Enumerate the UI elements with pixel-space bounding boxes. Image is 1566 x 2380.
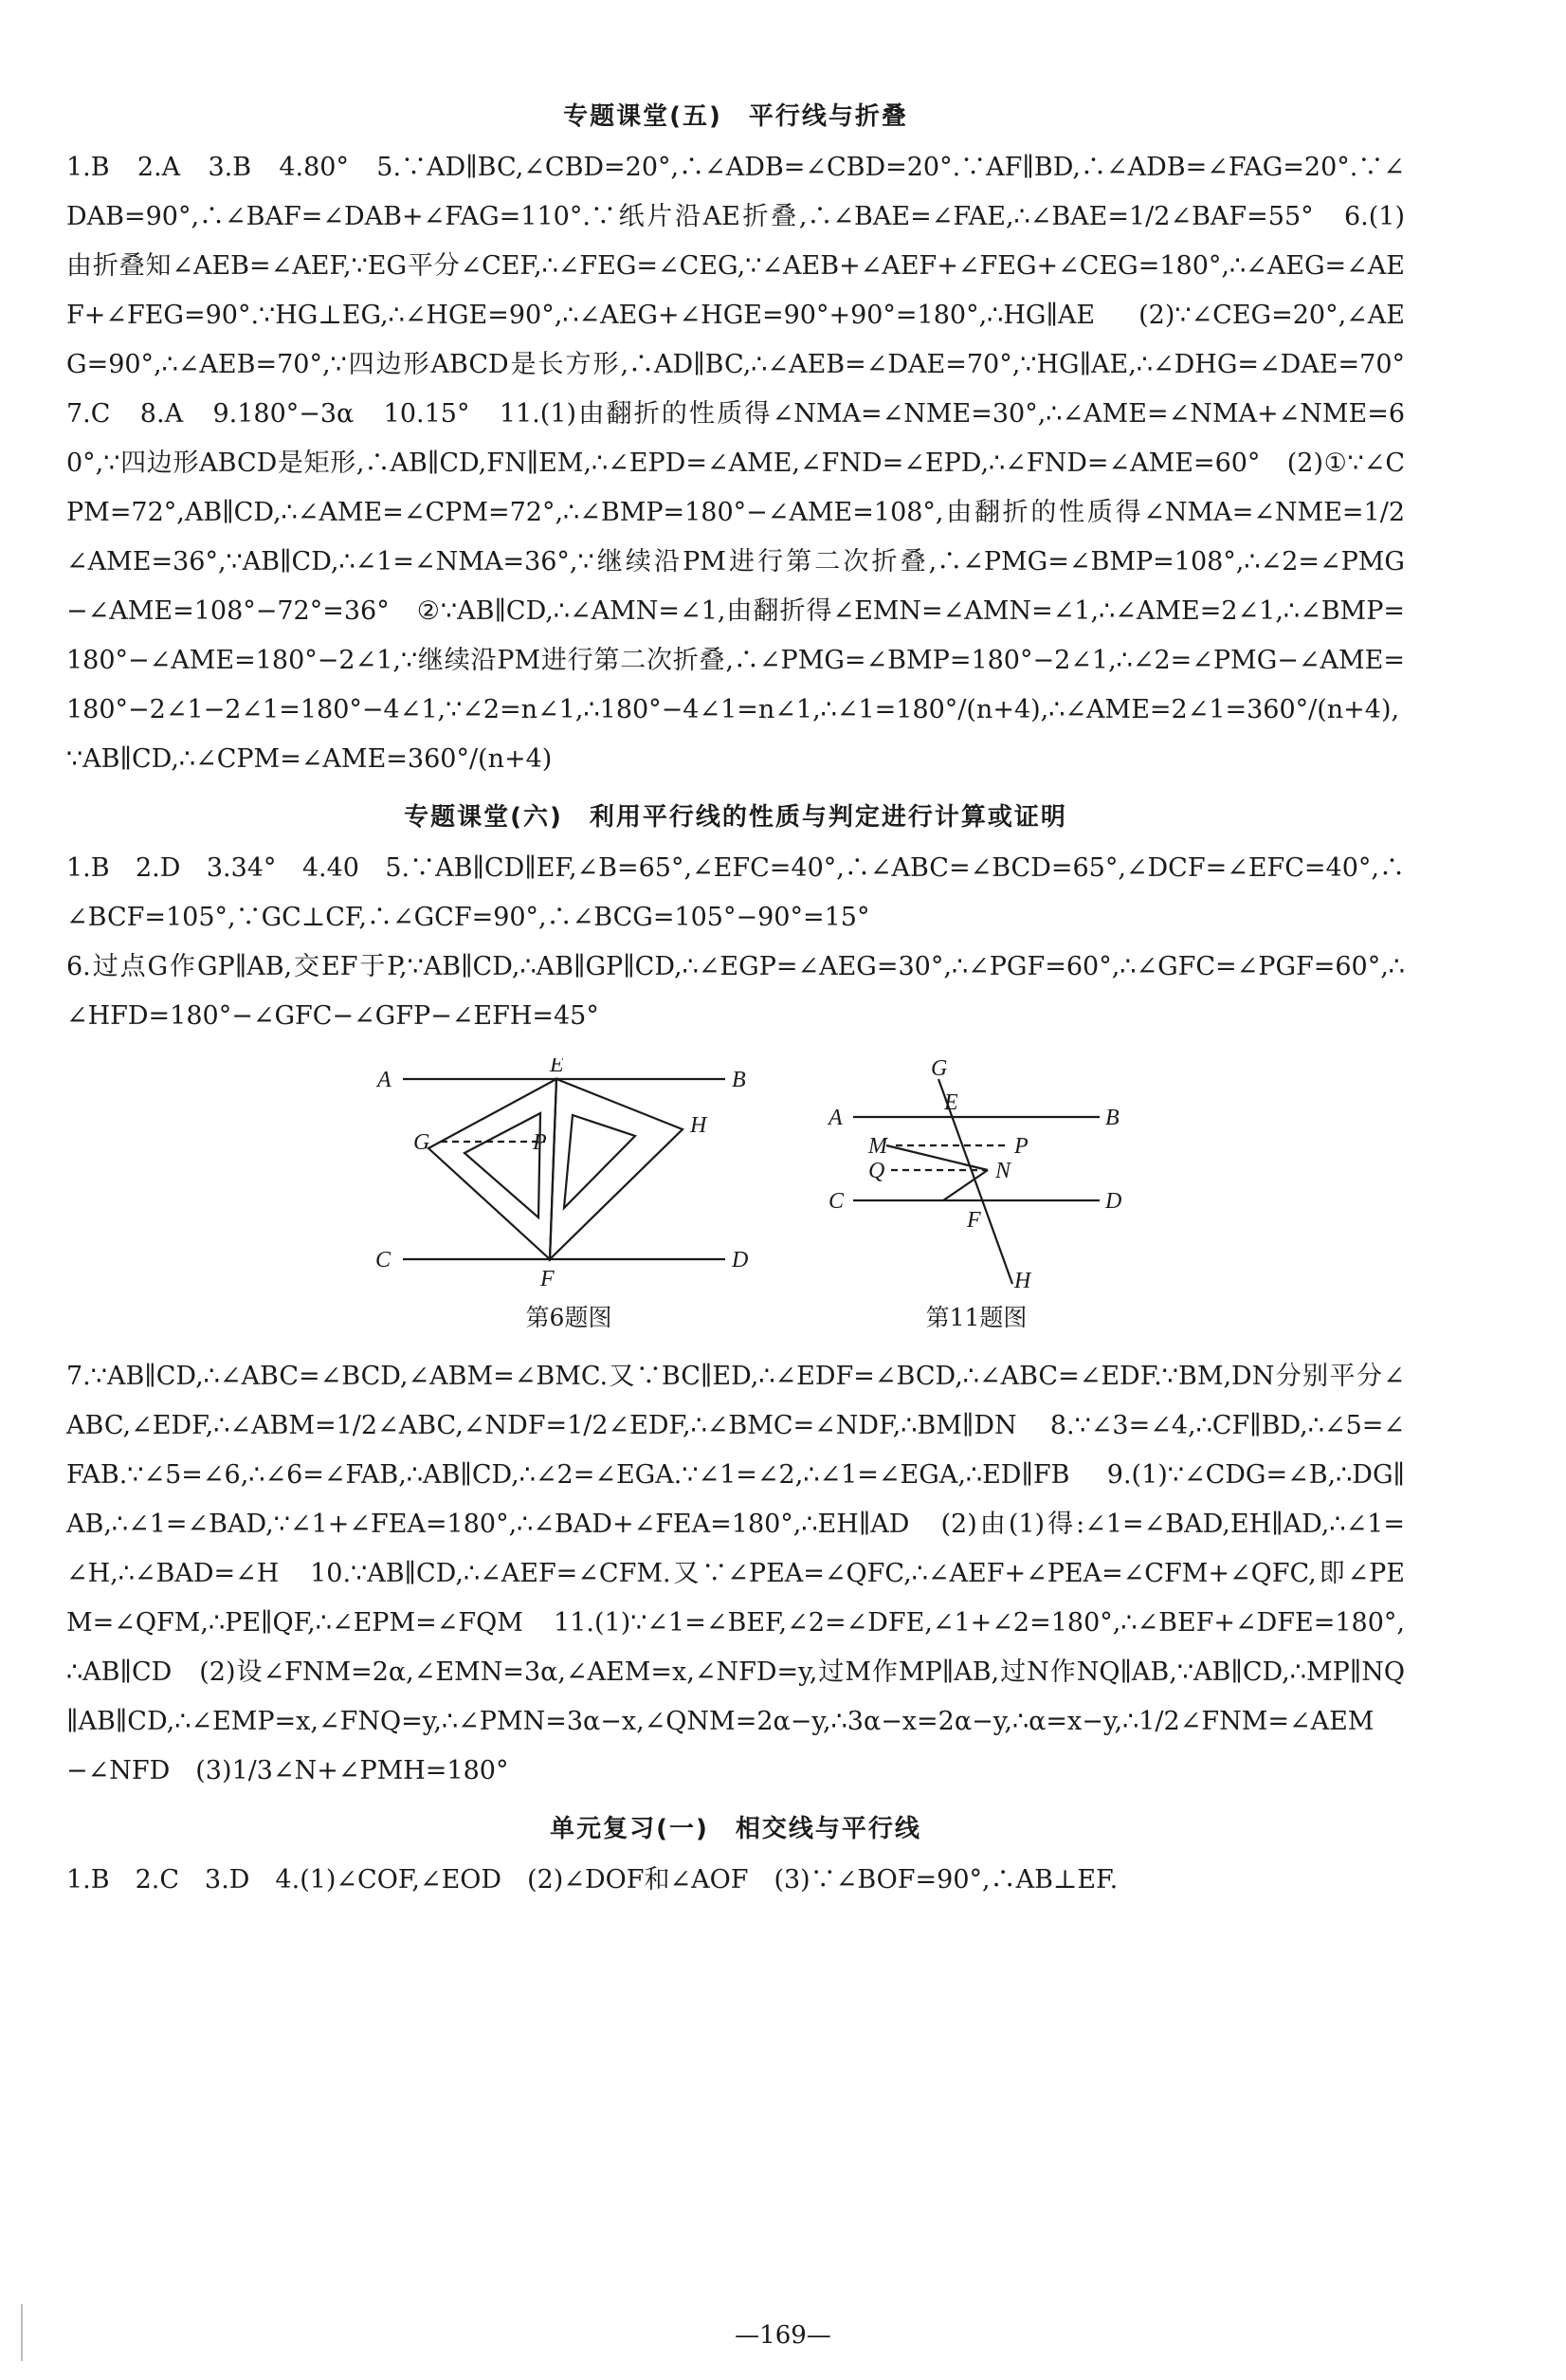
label-g: G bbox=[931, 1058, 948, 1081]
label-q: Q bbox=[868, 1159, 885, 1183]
set-square-outer bbox=[428, 1079, 556, 1259]
figure-6-diagram bbox=[370, 1058, 768, 1295]
set-square-2-outer bbox=[550, 1079, 683, 1259]
label-a: A bbox=[829, 1106, 843, 1130]
label-p: P bbox=[1014, 1134, 1029, 1159]
figure-11-diagram bbox=[815, 1058, 1138, 1295]
figure-11 bbox=[815, 1058, 1138, 1333]
label-m: M bbox=[868, 1134, 887, 1159]
label-e: E bbox=[944, 1090, 958, 1115]
label-c: C bbox=[375, 1248, 392, 1272]
page-content bbox=[66, 87, 1430, 1905]
label-n: N bbox=[995, 1159, 1011, 1183]
label-b: B bbox=[732, 1068, 746, 1092]
unit-review-answers: 1.B 2.C 3.D 4.(1)∠COF,∠EOD (2)∠DOF和∠AOF (3)∵∠BOF=90°,∴AB⊥EF. bbox=[66, 1865, 1119, 1895]
label-g: G bbox=[413, 1130, 430, 1155]
unit-review-title: 单元复习(一) 相交线与平行线 bbox=[550, 1815, 921, 1843]
line-mn bbox=[886, 1145, 988, 1170]
label-h: H bbox=[1014, 1269, 1031, 1293]
section-6-answer-6: 6.过点G作GP∥AB,交EF于P,∵AB∥CD,∴AB∥GP∥CD,∴∠EGP=∠AEG=30°,∴∠PGF=60°,∴∠GFC=∠PGF=60°,∴∠HFD=180°−∠GFC−∠GFP−∠EFH=45° bbox=[66, 952, 1405, 1031]
label-c: C bbox=[829, 1189, 845, 1214]
section-title-5: 专题课堂(五) 平行线与折叠 bbox=[563, 102, 908, 131]
label-a: A bbox=[377, 1068, 392, 1092]
section-6-answers-1-5: 1.B 2.D 3.34° 4.40 5.∵AB∥CD∥EF,∠B=65°,∠EFC=40°,∴∠ABC=∠BCD=65°,∠DCF=∠EFC=40°,∴∠BCF=105°,∵GC⊥CF,∴∠GCF=90°,∴∠BCG=105°−90°=15° bbox=[66, 853, 1405, 932]
set-square-2-inner bbox=[564, 1115, 635, 1208]
label-b: B bbox=[1105, 1106, 1120, 1130]
section-5-answers: 1.B 2.A 3.B 4.80° 5.∵AD∥BC,∠CBD=20°,∴∠ADB=∠CBD=20°.∵AF∥BD,∴∠ADB=∠FAG=20°.∵∠DAB=90°,∴∠BAF=∠DAB+∠FAG=110°.∵纸片沿AE折叠,∴∠BAE=∠FAE,∴∠BAE=1/2∠BAF=55° 6.(1)由折叠知∠AEB=∠AEF,∵EG平分∠CEF,∴∠FEG=∠CEG,∵∠AEB+∠AEF+∠FEG+∠CEG=180°,∴∠AEG=∠AEF+∠FEG=90°.∵HG⊥EG,∴∠HGE=90°,∴∠AEG+∠HGE=90°+90°=180°,∴HG∥AE (2)∵∠CEG=20°,∠AEG=90°,∴∠AEB=70°,∵四边形ABCD是长方形,∴AD∥BC,∴∠AEB=∠DAE=70°,∵HG∥AE,∴∠DHG=∠DAE=70° 7.C 8.A 9.180°−3α 10.15° 11.(1)由翻折的性质得∠NMA=∠NME=30°,∴∠AME=∠NMA+∠NME=60°,∵四边形ABCD是矩形,∴AB∥CD,FN∥EM,∴∠EPD=∠AME,∠FND=∠EPD,∴∠FND=∠AME=60° (2)①∵∠CPM=72°,AB∥CD,∴∠AME=∠CPM=72°,∴∠BMP=180°−∠AME=108°,由翻折的性质得∠NMA=∠NME=1/2∠AME=36°,∵AB∥CD,∴∠1=∠NMA=36°,∵继续沿PM进行第二次折叠,∴∠PMG=∠BMP=108°,∴∠2=∠PMG−∠AME=108°−72°=36° ②∵AB∥CD,∴∠AMN=∠1,由翻折得∠EMN=∠AMN=∠1,∴∠AME=2∠1,∴∠BMP=180°−∠AME=180°−2∠1,∵继续沿PM进行第二次折叠,∴∠PMG=∠BMP=180°−2∠1,∴∠2=∠PMG−∠AME=180°−2∠1−2∠1=180°−4∠1,∵∠2=n∠1,∴180°−4∠1=n∠1,∴∠1=180°/(n+4),∴∠AME=2∠1=360°/(n+4),∵AB∥CD,∴∠CPM=∠AME=360°/(n+4) bbox=[66, 153, 1430, 774]
section-title-6: 专题课堂(六) 利用平行线的性质与判定进行计算或证明 bbox=[404, 803, 1067, 832]
label-e: E bbox=[550, 1058, 564, 1077]
figures-row bbox=[66, 1058, 1405, 1343]
label-p: P bbox=[533, 1130, 547, 1155]
label-d: D bbox=[1105, 1189, 1122, 1214]
page-number: —169— bbox=[735, 2321, 831, 2350]
figure-6 bbox=[370, 1058, 768, 1333]
set-square-inner bbox=[464, 1113, 540, 1217]
figure-11-caption: 第11题图 bbox=[925, 1304, 1028, 1331]
label-d: D bbox=[732, 1248, 749, 1272]
label-h: H bbox=[690, 1113, 707, 1138]
figure-6-caption: 第6题图 bbox=[525, 1304, 612, 1331]
label-f: F bbox=[967, 1208, 981, 1233]
section-6-answers-7-11: 7.∵AB∥CD,∴∠ABC=∠BCD,∠ABM=∠BMC.又∵BC∥ED,∴∠EDF=∠BCD,∴∠ABC=∠EDF.∵BM,DN分别平分∠ABC,∠EDF,∴∠ABM=1/2∠ABC,∠NDF=1/2∠EDF,∴∠BMC=∠NDF,∴BM∥DN 8.∵∠3=∠4,∴CF∥BD,∴∠5=∠FAB.∵∠5=∠6,∴∠6=∠FAB,∴AB∥CD,∴∠2=∠EGA.∵∠1=∠2,∴∠1=∠EGA,∴ED∥FB 9.(1)∵∠CDG=∠B,∴DG∥AB,∴∠1=∠BAD,∵∠1+∠FEA=180°,∴∠BAD+∠FEA=180°,∴EH∥AD (2)由(1)得:∠1=∠BAD,EH∥AD,∴∠1=∠H,∴∠BAD=∠H 10.∵AB∥CD,∴∠AEF=∠CFM.又∵∠PEA=∠QFC,∴∠AEF+∠PEA=∠CFM+∠QFC,即∠PEM=∠QFM,∴PE∥QF,∴∠EPM=∠FQM 11.(1)∵∠1=∠BEF,∠2=∠DFE,∠1+∠2=180°,∴∠BEF+∠DFE=180°,∴AB∥CD (2)设∠FNM=2α,∠EMN=3α,∠AEM=x,∠NFD=y,过M作MP∥AB,过N作NQ∥AB,∵AB∥CD,∴MP∥NQ∥AB∥CD,∴∠EMP=x,∠FNQ=y,∴∠PMN=3α−x,∠QNM=2α−y,∴3α−x=2α−y,∴α=x−y,∴1/2∠FNM=∠AEM−∠NFD (3)1/3∠N+∠PMH=180° bbox=[66, 1362, 1405, 1785]
label-f: F bbox=[540, 1267, 555, 1291]
